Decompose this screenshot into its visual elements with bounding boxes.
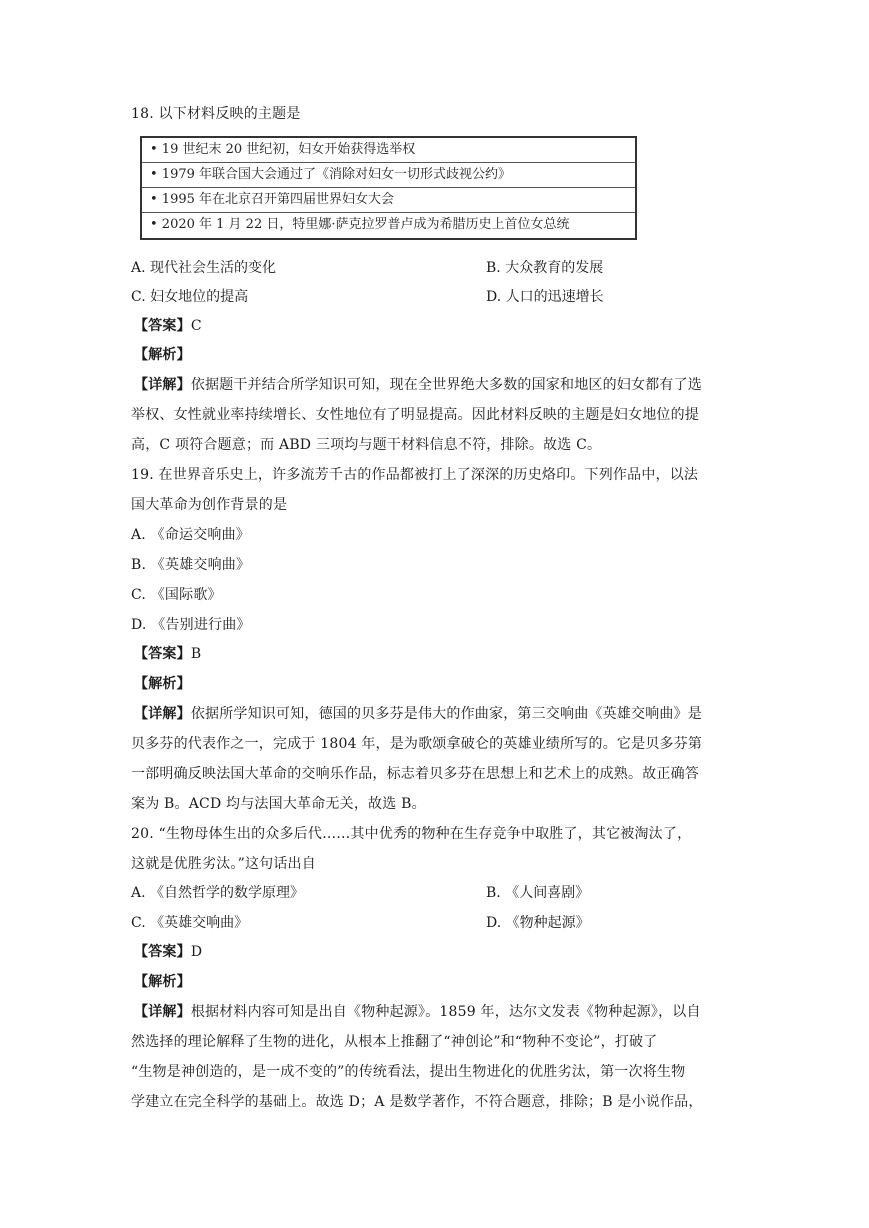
q19-detail-line: 贝多芬的代表作之一，完成于 1804 年，是为歌颂拿破仑的英雄业绩所写的。它是贝多芬第: [131, 736, 703, 752]
q19-stem: 19. 在世界音乐史上，许多流芳千古的作品都被打上了深深的历史烙印。下列作品中，以法: [131, 467, 699, 483]
answer-label: 【答案】: [134, 646, 191, 662]
q20-option-c: C. 《英雄交响曲》: [131, 915, 249, 931]
detail-label: 【详解】: [134, 706, 191, 722]
material-row: • 2020 年 1 月 22 日，特里娜·萨克拉罗普卢成为希腊历史上首位女总统: [150, 217, 570, 232]
q19-detail-line: 一部明确反映法国大革命的交响乐作品，标志着贝多芬在思想上和艺术上的成熟。故正确答: [131, 766, 699, 782]
q19-analysis-label: 【解析】: [134, 676, 191, 692]
q20-stem: 这就是优胜劣汰。”这句话出自: [131, 856, 316, 872]
q18-answer: [134, 316, 202, 336]
answer-label: 【答案】: [134, 318, 191, 334]
q19-option-a: A. 《命运交响曲》: [131, 527, 251, 543]
q20-option-a: A. 《自然哲学的数学原理》: [131, 885, 305, 901]
detail-text: 根据材料内容可知是出自《物种起源》。1859 年，达尔文发表《物种起源》，以自: [190, 1004, 701, 1020]
q19-option-c: C. 《国际歌》: [131, 587, 222, 603]
answer-value: B: [190, 646, 202, 662]
q20-analysis-label: 【解析】: [134, 974, 191, 990]
q20-option-d: D. 《物种起源》: [486, 915, 590, 931]
material-row: • 1995 年在北京召开第四届世界妇女大会: [142, 188, 635, 213]
q20-detail-line: [134, 1002, 701, 1022]
q19-option-d: D. 《告别进行曲》: [131, 617, 251, 633]
q18-option-c: C. 妇女地位的提高: [131, 289, 249, 305]
q18-option-d: D. 人口的迅速增长: [486, 289, 604, 305]
material-row: • 1979 年联合国大会通过了《消除对妇女一切形式歧视公约》: [142, 163, 635, 188]
detail-label: 【详解】: [134, 1004, 191, 1020]
q18-material-table: [140, 136, 637, 240]
q20-detail-line: “生物是神创造的，是一成不变的”的传统看法，提出生物进化的优胜劣汰，第一次将生物: [131, 1064, 686, 1080]
q20-detail-line: 然选择的理论解释了生物的进化，从根本上推翻了“神创论”和“物种不变论”，打破了: [131, 1034, 658, 1050]
q18-option-a: A. 现代社会生活的变化: [131, 260, 277, 276]
detail-text: 依据题干并结合所学知识可知，现在全世界绝大多数的国家和地区的妇女都有了选: [190, 377, 703, 393]
q18-option-b: B. 大众教育的发展: [486, 260, 604, 276]
material-row: • 19 世纪末 20 世纪初，妇女开始获得选举权: [142, 138, 635, 163]
answer-value: C: [190, 318, 202, 334]
answer-value: D: [190, 944, 203, 960]
q19-detail-line: [134, 704, 702, 724]
q19-answer: [134, 644, 201, 664]
q20-stem: 20. “生物母体生出的众多后代……其中优秀的物种在生存竞争中取胜了，其它被淘汰了，: [131, 826, 692, 842]
q18-analysis-label: 【解析】: [134, 347, 191, 363]
q18-detail-line: 高，C 项符合题意；而 ABD 三项均与题干材料信息不符，排除。故选 C。: [131, 437, 602, 453]
q20-answer: [134, 942, 202, 962]
q18-detail-line: 举权、女性就业率持续增长、女性地位有了明显提高。因此材料反映的主题是妇女地位的提: [131, 407, 699, 423]
q20-detail-line: 学建立在完全科学的基础上。故选 D；A 是数学著作，不符合题意，排除；B 是小说作品，: [131, 1094, 703, 1110]
q19-option-b: B. 《英雄交响曲》: [131, 557, 251, 573]
q20-option-b: B. 《人间喜剧》: [486, 885, 590, 901]
q18-stem: 18. 以下材料反映的主题是: [131, 106, 301, 122]
detail-label: 【详解】: [134, 377, 191, 393]
q19-detail-line: 案为 B。ACD 均与法国大革命无关，故选 B。: [131, 796, 426, 812]
detail-text: 依据所学知识可知，德国的贝多芬是伟大的作曲家，第三交响曲《英雄交响曲》是: [190, 706, 703, 722]
q18-detail-line: [134, 375, 702, 395]
q19-stem: 国大革命为创作背景的是: [131, 497, 288, 513]
answer-label: 【答案】: [134, 944, 191, 960]
